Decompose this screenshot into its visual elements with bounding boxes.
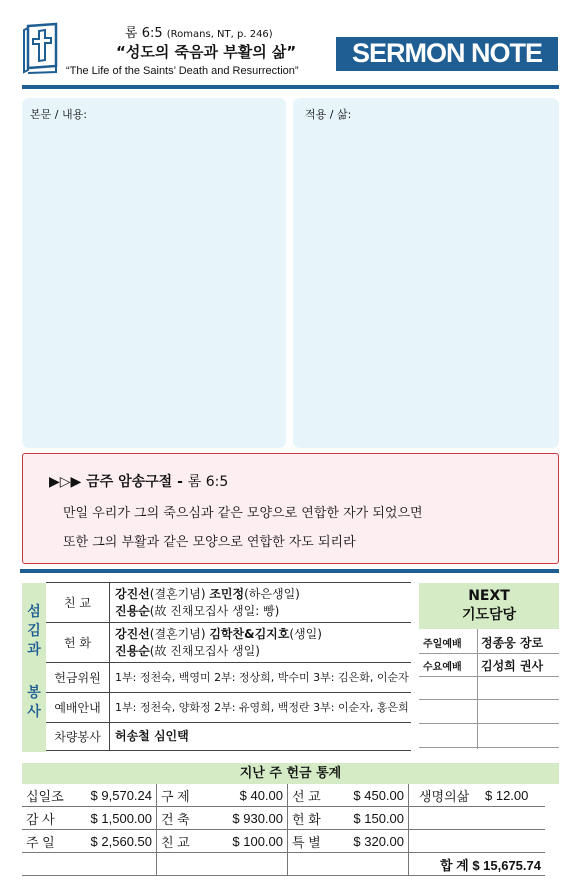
names-cell: 강진선(결혼기념) 조민정(하은생일) 진용순(故 진채모집사 생일: 빵): [110, 583, 412, 623]
role-cell: 예배안내: [46, 693, 110, 723]
sermon-note-banner: SERMON NOTE: [336, 37, 558, 71]
table-row: 주 일 $ 2,560.50 친 교 $ 100.00 특 별 $ 320.00: [22, 830, 545, 853]
text-content-label: 본문 / 내용:: [30, 108, 87, 121]
table-row: [46, 663, 411, 693]
next-prayer-row: [419, 701, 559, 724]
names-cell: 허송철 심인택: [110, 723, 412, 751]
memory-verse-line: 또한 그의 부활과 같은 모양으로 연합한 자도 되리라: [63, 535, 356, 550]
header-divider: [22, 85, 559, 89]
next-prayer-heading: NEXT 기도담당: [419, 583, 559, 629]
service-side-label: [22, 583, 46, 752]
table-row: 십일조 $ 9,570.24 구 제 $ 40.00 선 교 $ 450.00 생명의삶 $ 12.00: [22, 784, 545, 807]
role-cell: 차량봉사: [46, 723, 110, 751]
offering-total: 합 계 $ 15,675.74: [409, 853, 546, 876]
service-side-label-top: 섬 김 과: [27, 604, 41, 658]
sermon-title-korean: “성도의 죽음과 부활의 삶”: [116, 43, 297, 61]
application-life-label: 적용 / 삶:: [305, 108, 352, 121]
memory-verse-line: 만일 우리가 그의 죽으심과 같은 모양으로 연합한 자가 되었으면: [63, 506, 423, 521]
names-cell: 강진선(결혼기념) 김학찬&김지호(생일) 진용순(故 진채모집사 생일): [110, 623, 412, 663]
text-content-notes-panel[interactable]: [22, 98, 286, 448]
names-cell: 1부: 정천숙, 양화정 2부: 유영희, 백정란 3부: 이순자, 홍은희: [110, 693, 412, 723]
offering-stats-heading: 지난 주 헌금 통계: [22, 763, 559, 784]
role-cell: 헌 화: [46, 623, 110, 663]
service-table: [46, 582, 411, 751]
memory-verse-box: [22, 453, 559, 564]
table-row: [46, 693, 411, 723]
table-row: [22, 853, 545, 876]
next-prayer-box: [419, 583, 559, 749]
table-row: [46, 723, 411, 751]
next-prayer-row: 수요예배 김성희 권사: [419, 654, 559, 677]
memory-verse-heading: ▶▷▶ 금주 암송구절 - 롬 6:5: [49, 474, 229, 490]
service-side-label-bottom: 봉 사: [27, 685, 41, 720]
sermon-title-english: “The Life of the Saints’ Death and Resurrection”: [66, 65, 299, 77]
role-cell: 친 교: [46, 583, 110, 623]
table-row: 감 사 $ 1,500.00 건 축 $ 930.00 헌 화 $ 150.00: [22, 807, 545, 830]
names-cell: 1부: 정천숙, 백영미 2부: 정상희, 박수미 3부: 김은화, 이순자: [110, 663, 412, 693]
table-row: [46, 583, 411, 623]
table-row: [46, 623, 411, 663]
offering-stats-table: [22, 784, 545, 876]
role-cell: 헌금위원: [46, 663, 110, 693]
scripture-reference: 롬 6:5 (Romans, NT, p. 246): [125, 26, 273, 41]
next-prayer-row: 주일예배 정종웅 장로: [419, 631, 559, 654]
section-divider: [20, 569, 559, 573]
next-prayer-row: [419, 725, 559, 748]
next-prayer-row: [419, 677, 559, 700]
application-life-notes-panel[interactable]: [293, 98, 559, 448]
bible-cross-icon: [22, 22, 62, 74]
